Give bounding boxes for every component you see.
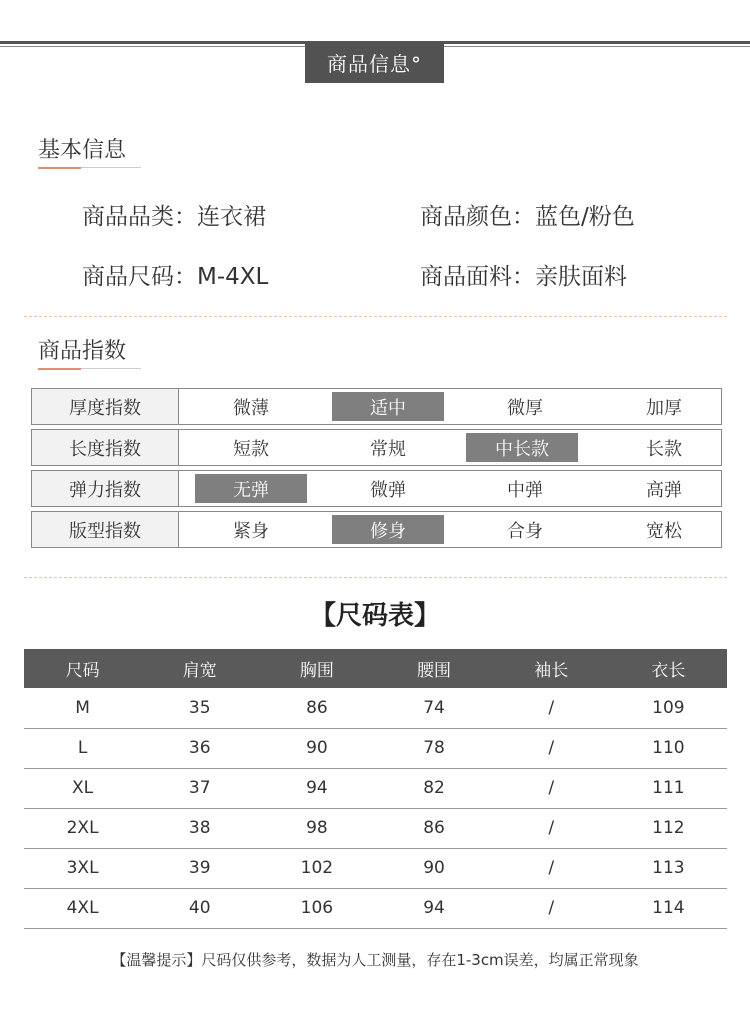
size-table-header: 衣长 xyxy=(610,649,727,688)
table-cell: 114 xyxy=(610,888,727,928)
table-row xyxy=(24,728,727,768)
table-row xyxy=(24,768,727,808)
table-cell: 78 xyxy=(375,728,492,768)
table-cell: 90 xyxy=(375,848,492,888)
table-cell: 86 xyxy=(375,808,492,848)
index-row-label: 长度指数 xyxy=(32,430,179,465)
table-cell: 2XL xyxy=(24,808,141,848)
index-option: 中长款 xyxy=(466,433,578,462)
index-option: 中弹 xyxy=(507,479,543,501)
info-size-value: M-4XL xyxy=(197,264,269,290)
size-table-header-row xyxy=(24,649,727,688)
index-row-length xyxy=(31,429,722,466)
table-cell: 4XL xyxy=(24,888,141,928)
index-row-label: 厚度指数 xyxy=(32,389,179,424)
table-row xyxy=(24,848,727,888)
index-option: 修身 xyxy=(332,515,444,544)
basic-info-title: 基本信息 xyxy=(38,138,127,163)
table-cell: / xyxy=(493,848,610,888)
info-category-value: 连衣裙 xyxy=(197,204,266,230)
table-cell: 35 xyxy=(141,688,258,728)
index-option: 微厚 xyxy=(507,397,543,419)
index-option: 高弹 xyxy=(646,479,682,501)
index-underline xyxy=(38,368,81,370)
index-row-elasticity xyxy=(31,470,722,507)
index-row-label: 版型指数 xyxy=(32,512,179,547)
table-cell: 94 xyxy=(375,888,492,928)
info-category xyxy=(82,198,266,231)
table-cell: 37 xyxy=(141,768,258,808)
info-fabric xyxy=(420,258,627,291)
size-table-header: 胸围 xyxy=(258,649,375,688)
table-cell: 94 xyxy=(258,768,375,808)
index-option: 微弹 xyxy=(370,479,406,501)
index-row-thickness xyxy=(31,388,722,425)
index-underline-gray xyxy=(81,368,141,369)
table-cell: 86 xyxy=(258,688,375,728)
table-cell: 102 xyxy=(258,848,375,888)
table-cell: / xyxy=(493,808,610,848)
table-cell: 36 xyxy=(141,728,258,768)
table-cell: 40 xyxy=(141,888,258,928)
index-option: 紧身 xyxy=(233,520,269,542)
index-options xyxy=(179,389,721,424)
size-chart-title: 【尺码表】 xyxy=(309,601,440,631)
table-cell: / xyxy=(493,728,610,768)
basic-info-underline xyxy=(38,167,81,169)
info-category-label: 商品品类： xyxy=(82,204,197,230)
index-option: 微薄 xyxy=(233,397,269,419)
table-cell: XL xyxy=(24,768,141,808)
info-fabric-label: 商品面料： xyxy=(420,264,535,290)
index-option: 常规 xyxy=(370,438,406,460)
table-row xyxy=(24,808,727,848)
index-option: 加厚 xyxy=(646,397,682,419)
table-cell: 39 xyxy=(141,848,258,888)
info-color-value: 蓝色/粉色 xyxy=(535,204,635,230)
size-table xyxy=(24,649,727,929)
index-option: 宽松 xyxy=(646,520,682,542)
table-cell: / xyxy=(493,768,610,808)
index-options xyxy=(179,512,721,547)
info-size-label: 商品尺码： xyxy=(82,264,197,290)
index-options xyxy=(179,471,721,506)
index-option: 适中 xyxy=(332,392,444,421)
info-fabric-value: 亲肤面料 xyxy=(535,264,627,290)
index-option: 长款 xyxy=(646,438,682,460)
table-cell: 82 xyxy=(375,768,492,808)
index-option: 短款 xyxy=(233,438,269,460)
size-table-header: 袖长 xyxy=(493,649,610,688)
table-cell: 106 xyxy=(258,888,375,928)
table-cell: / xyxy=(493,688,610,728)
divider-dashed xyxy=(24,577,727,578)
info-size xyxy=(82,258,268,291)
index-options xyxy=(179,430,721,465)
table-cell: 111 xyxy=(610,768,727,808)
table-cell: 90 xyxy=(258,728,375,768)
size-tip: 【温馨提示】尺码仅供参考，数据为人工测量，存在1-3cm误差，均属正常现象 xyxy=(111,951,639,969)
table-cell: 113 xyxy=(610,848,727,888)
table-cell: 38 xyxy=(141,808,258,848)
table-row xyxy=(24,688,727,728)
table-cell: 109 xyxy=(610,688,727,728)
index-title: 商品指数 xyxy=(38,339,127,364)
table-cell: 74 xyxy=(375,688,492,728)
table-cell: M xyxy=(24,688,141,728)
info-color xyxy=(420,198,635,231)
section-banner: 商品信息° xyxy=(305,42,444,83)
index-row-label: 弹力指数 xyxy=(32,471,179,506)
table-row xyxy=(24,888,727,928)
table-cell: L xyxy=(24,728,141,768)
table-cell: / xyxy=(493,888,610,928)
table-cell: 112 xyxy=(610,808,727,848)
size-table-header: 腰围 xyxy=(375,649,492,688)
size-table-header: 肩宽 xyxy=(141,649,258,688)
divider-dashed xyxy=(24,316,727,317)
table-cell: 3XL xyxy=(24,848,141,888)
index-row-fit xyxy=(31,511,722,548)
table-cell: 110 xyxy=(610,728,727,768)
info-color-label: 商品颜色： xyxy=(420,204,535,230)
size-table-header: 尺码 xyxy=(24,649,141,688)
index-option: 合身 xyxy=(507,520,543,542)
index-option: 无弹 xyxy=(195,474,307,503)
table-cell: 98 xyxy=(258,808,375,848)
basic-info-underline-gray xyxy=(81,167,141,168)
